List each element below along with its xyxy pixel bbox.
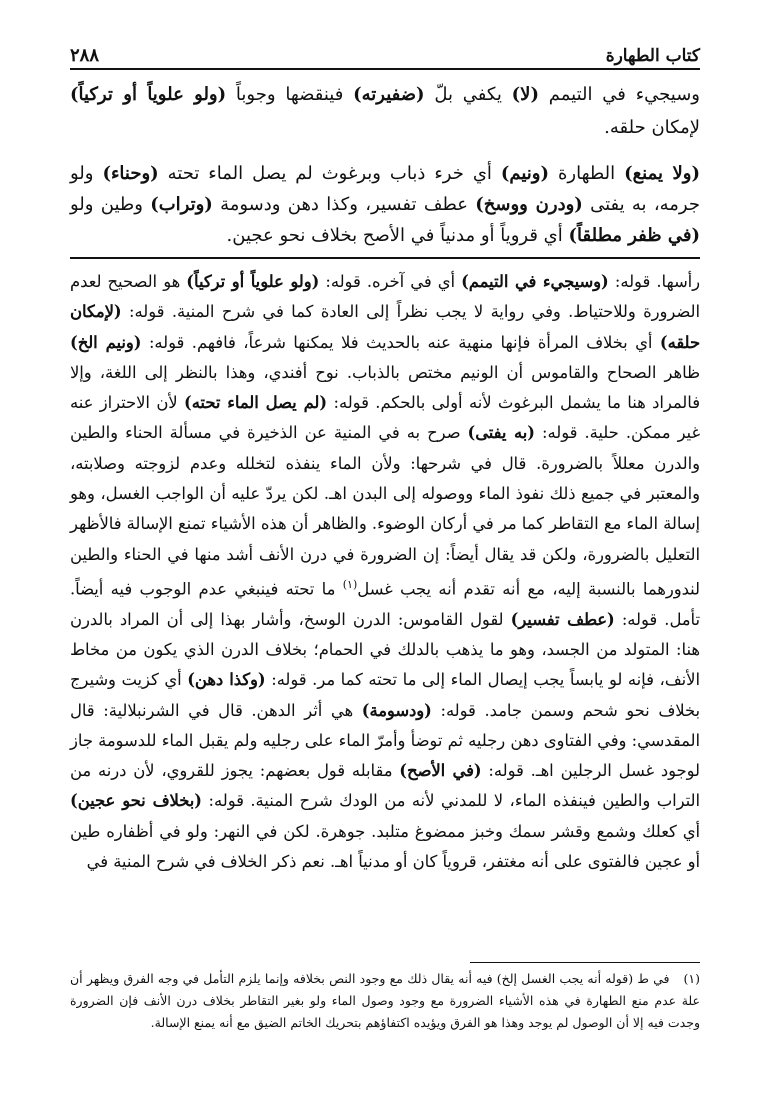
matn-quote: (وتراب) (150, 194, 213, 215)
sharh-quote: (بخلاف نحو عجين) (70, 791, 203, 811)
matn-text (70, 158, 700, 259)
sharh-quote: (في الأصح) (399, 761, 482, 781)
matn-part: أي خرء ذباب وبرغوث لم يصل الماء تحته (158, 163, 501, 184)
footnote (70, 968, 700, 1034)
footnote-ref[interactable]: (١) (342, 577, 358, 591)
sharh-part: أي بخلاف المرأة فإنها منهية عنه بالحديث فلا يمكنها شرعاً، فافهم. قوله: (141, 332, 660, 352)
footnote-divider (470, 962, 700, 963)
intro-part: يكفي بلّ (424, 84, 512, 105)
sharh-part: أي كعلك وشمع وقشر سمك وخبز ممضوغ متلبد. جوهرة. لكن في النهر: ولو في أظفاره طين أو عجين فالفتوى على أنه مغتفر، قروياً كان أو مدنياً اهـ. نعم ذكر الخلاف في شرح المنية في (70, 821, 700, 872)
sharh-part: صرح به في المنية عن الذخيرة في مسألة الحناء والطين والدرن معللاً بالضرورة. قال في شرحها: ولأن الماء ينفذه لتخلله وعدم لزوجته وصلابته، والمعتبر في جميع ذلك نفوذ الماء ووصوله إلى البدن اهـ. لكن يردّ عليه أن الواجب الغسل، وهو إسالة الماء مع التقاطر كما مر في أركان الوضوء. والظاهر أن هذه الأشياء تمنع الإسالة فالأظهر التعليل بالضرورة، ولكن قد يقال أيضاً: إن الضرورة في درن الأنف أشد منها في الحناء والطين لندورهما بالنسبة إليه، مع أنه تقدم أنه يجب غسل (70, 423, 700, 599)
sharh-quote: (وسيجيء في التيمم) (461, 272, 609, 291)
sharh-part: هي أثر الدهن. قال في الشرنبلالية: قال المقدسي: وفي الفتاوى دهن رجليه ثم توضأ وأمرّ الماء على رجليه ولم يقبل الماء للدسومة جاز لوجود غسل الرجلين اهـ. قوله: (70, 700, 700, 781)
intro-quote: (ضفيرته) (353, 84, 425, 105)
intro-part: وسيجيء في التيمم (538, 84, 700, 105)
sharh-text (70, 267, 700, 877)
sharh-part: لأن الاحتراز عنه غير ممكن. حلية. قوله: (70, 393, 700, 443)
matn-part: أي قروياً أو مدنياً في الأصح بخلاف نحو عجين. (226, 225, 569, 246)
sharh-part: هو الصحيح لعدم الضرورة وللاحتياط. وفي رواية لا يجب نظراً إلى العادة كما في شرح المنية. قوله: (70, 272, 700, 322)
sharh-quote: (لم يصل الماء تحته) (183, 393, 328, 413)
sharh-part: ما تحته فينبغي عدم الوجوب فيه أيضاً. تأمل. قوله: (70, 579, 700, 629)
intro-quote: (ولو علوياً أو تركياً) (70, 84, 227, 105)
matn-quote: (ولا يمنع) (624, 163, 700, 184)
intro-part: لإمكان حلقه. (604, 117, 700, 138)
sharh-part: أي في آخره. قوله: (319, 272, 462, 291)
matn-part: ولو جرمه، به يفتى (70, 163, 700, 215)
matn-quote: (وحناء) (102, 163, 159, 184)
matn-quote: (في ظفر مطلقاً) (568, 225, 700, 246)
page-number: ٢٨٨ (70, 45, 100, 66)
intro-text (70, 78, 700, 144)
sharh-part: لقول القاموس: الدرن الوسخ، وأشار بهذا إلى أن المراد بالدرن هنا: المتولد من الجسد، وهو ما يذهب بالدلك في الحمام؛ بخلاف الدرن الذي يكون من مخاط الأنف، فإنه لو يابساً يجب إيصال الماء إلى ما تحته كما مر. قوله: (70, 609, 700, 690)
sharh-quote: (لإمكان حلقه) (70, 302, 701, 352)
intro-part: فينقضها وجوباً (226, 84, 354, 105)
matn-part: عطف تفسير، وكذا دهن ودسومة (212, 194, 476, 215)
sharh-part: ظاهر الصحاح والقاموس أن الونيم مختص بالذباب. نوح أفندي، وهذا بالنظر إلى اللغة، وإلا فالمراد هنا ما يشمل البرغوث لأنه أولى بالحكم. قوله: (70, 362, 700, 413)
sharh-quote: (عطف تفسير) (510, 609, 615, 629)
sharh-quote: (وكذا دهن) (187, 670, 266, 690)
footnote-text: في ط (قوله أنه يجب الغسل إلخ) فيه أنه يقال ذلك مع وجود النص بخلافه وإنما يلزم التأمل في وجه الفرق ويظهر أن علة عدم منع الطهارة في هذه الأشياء الضرورة مع وجود وصول الماء ولو بغير التقاطر بخلاف درن الأنف فإن الضرورة وجدت فيه إلا أن الوصول لم يوجد وهذا هو الفرق ويؤيده اكتفاؤهم بتحريك الخاتم الضيق مع أنه يمنع الإسالة. (70, 971, 700, 1030)
matn-quote: (ونيم) (500, 163, 550, 184)
footnote-number: (١) (683, 971, 700, 986)
sharh-quote: (ولو علوياً أو تركياً) (186, 272, 320, 291)
matn-part: وطين ولو (70, 194, 151, 215)
matn-part: الطهارة (549, 163, 625, 184)
sharh-part: مقابله قول بعضهم: يجوز للقروي، لأن درنه من التراب والطين فينفذه الماء، لا للمدني لأنه من الودك شرح المنية. قوله: (70, 761, 700, 811)
sharh-quote: (ودسومة) (361, 700, 432, 720)
book-page (70, 40, 700, 877)
sharh-part: أي كزيت وشيرج بخلاف نحو شحم وسمن جامد. قوله: (70, 670, 700, 720)
sharh-quote: (به يفتى) (467, 423, 535, 443)
matn-quote: (ودرن ووسخ) (475, 194, 583, 215)
page-header (70, 40, 700, 70)
sharh-part: رأسها. قوله: (608, 272, 700, 291)
sharh-quote: (ونيم الخ) (70, 332, 142, 352)
intro-quote: (لا) (511, 84, 539, 105)
book-title: كتاب الطهارة (605, 46, 700, 66)
